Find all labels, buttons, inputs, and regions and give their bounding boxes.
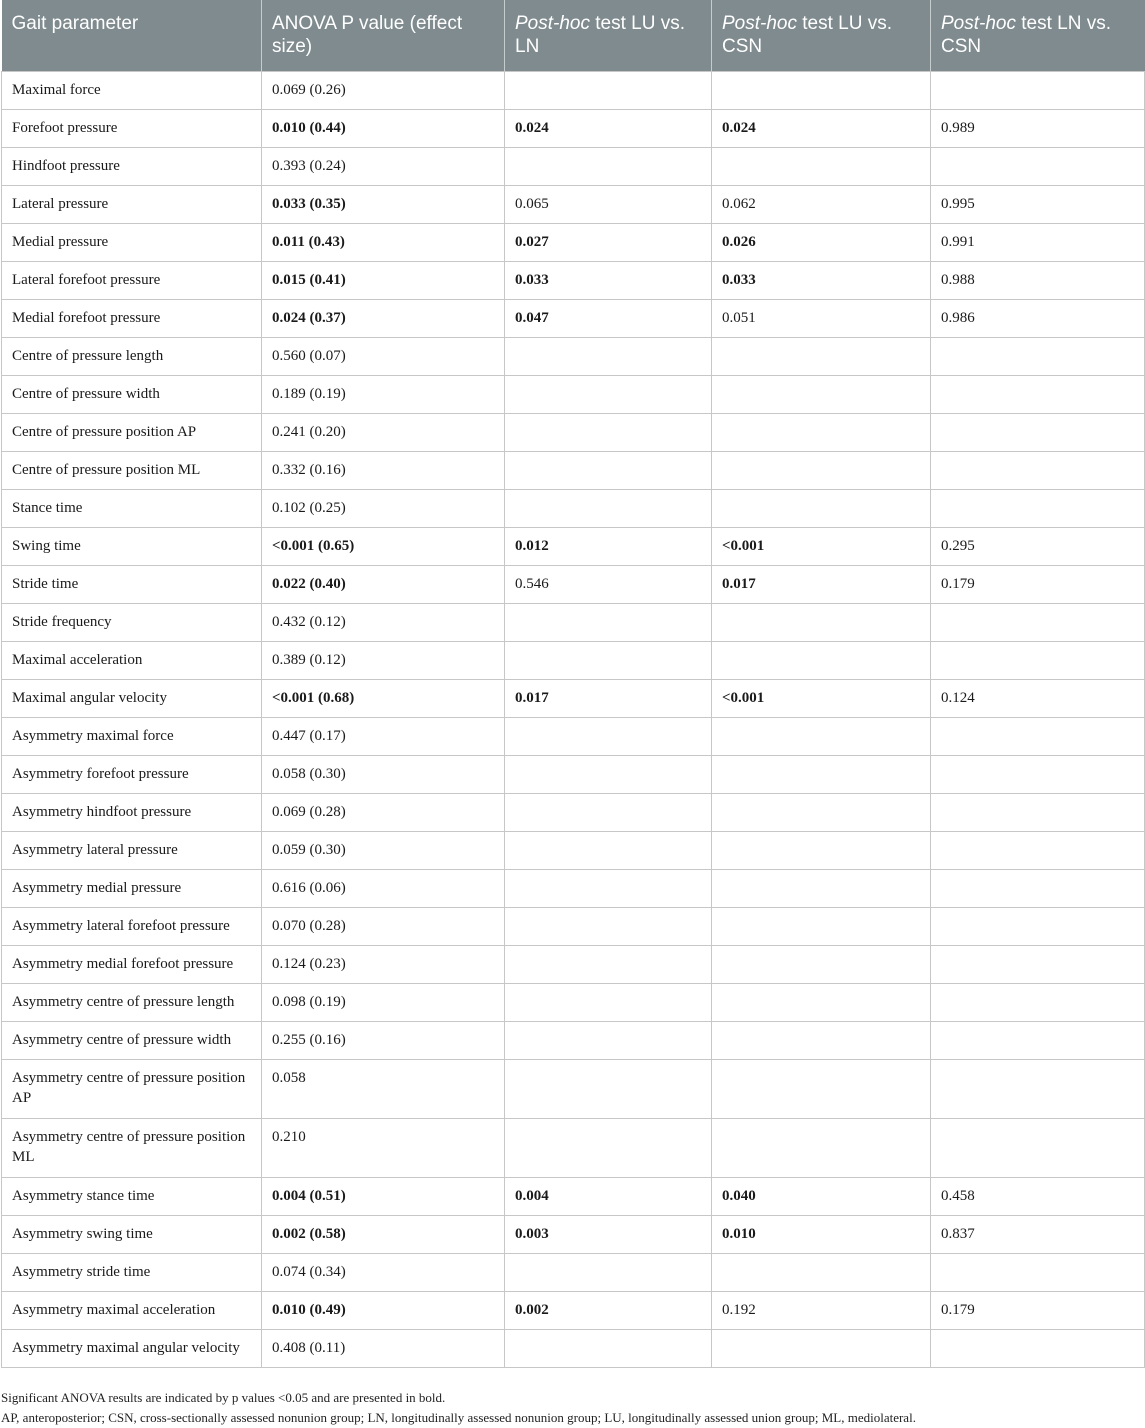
- posthoc-lu-ln-cell: 0.017: [505, 679, 712, 717]
- posthoc-lu-ln-cell: [505, 337, 712, 375]
- anova-cell: 0.102 (0.25): [262, 489, 505, 527]
- posthoc-lu-csn-cell: [712, 413, 931, 451]
- table-row: [2, 755, 1145, 793]
- posthoc-lu-ln-cell: [505, 717, 712, 755]
- header-cell: Gait parameter: [2, 0, 262, 71]
- gait-parameter-cell: Stance time: [2, 489, 262, 527]
- posthoc-ln-csn-cell: [931, 1329, 1145, 1367]
- posthoc-lu-ln-cell: 0.012: [505, 527, 712, 565]
- posthoc-lu-csn-cell: 0.026: [712, 223, 931, 261]
- posthoc-lu-ln-cell: [505, 375, 712, 413]
- gait-parameter-table: [1, 0, 1145, 1368]
- header-cell: Post-hoc test LN vs. CSN: [931, 0, 1145, 71]
- gait-parameter-cell: Medial forefoot pressure: [2, 299, 262, 337]
- table-row: [2, 1118, 1145, 1177]
- posthoc-lu-csn-cell: 0.040: [712, 1177, 931, 1215]
- posthoc-ln-csn-cell: [931, 413, 1145, 451]
- posthoc-lu-csn-cell: [712, 1059, 931, 1118]
- gait-parameter-cell: Maximal force: [2, 71, 262, 109]
- anova-cell: 0.004 (0.51): [262, 1177, 505, 1215]
- posthoc-lu-ln-cell: 0.047: [505, 299, 712, 337]
- header-cell: ANOVA P value (effect size): [262, 0, 505, 71]
- table-row: [2, 223, 1145, 261]
- posthoc-lu-ln-cell: [505, 603, 712, 641]
- gait-parameter-cell: Asymmetry centre of pressure position AP: [2, 1059, 262, 1118]
- posthoc-ln-csn-cell: [931, 451, 1145, 489]
- posthoc-lu-csn-cell: [712, 869, 931, 907]
- table-row: [2, 945, 1145, 983]
- gait-parameter-cell: Hindfoot pressure: [2, 147, 262, 185]
- table-row: [2, 831, 1145, 869]
- posthoc-lu-csn-cell: 0.010: [712, 1215, 931, 1253]
- anova-cell: 0.058 (0.30): [262, 755, 505, 793]
- gait-parameter-cell: Lateral forefoot pressure: [2, 261, 262, 299]
- anova-cell: 0.010 (0.49): [262, 1291, 505, 1329]
- gait-parameter-cell: Centre of pressure length: [2, 337, 262, 375]
- anova-cell: 0.560 (0.07): [262, 337, 505, 375]
- posthoc-lu-ln-cell: [505, 641, 712, 679]
- posthoc-lu-csn-cell: [712, 451, 931, 489]
- anova-cell: 0.098 (0.19): [262, 983, 505, 1021]
- table-row: [2, 869, 1145, 907]
- posthoc-ln-csn-cell: 0.837: [931, 1215, 1145, 1253]
- gait-parameter-cell: Asymmetry maximal acceleration: [2, 1291, 262, 1329]
- posthoc-ln-csn-cell: [931, 869, 1145, 907]
- gait-parameter-cell: Medial pressure: [2, 223, 262, 261]
- table-row: [2, 451, 1145, 489]
- anova-cell: 0.447 (0.17): [262, 717, 505, 755]
- footnote-abbreviations: AP, anteroposterior; CSN, cross-sectionally assessed nonunion group; LN, longitudinally assessed nonunion group; LU, longitudinally assessed union group; ML, mediolateral.: [1, 1410, 916, 1425]
- gait-parameter-cell: Centre of pressure position ML: [2, 451, 262, 489]
- table-row: [2, 375, 1145, 413]
- gait-parameter-cell: Forefoot pressure: [2, 109, 262, 147]
- anova-cell: 0.069 (0.28): [262, 793, 505, 831]
- posthoc-lu-ln-cell: [505, 945, 712, 983]
- posthoc-lu-csn-cell: 0.017: [712, 565, 931, 603]
- anova-cell: 0.124 (0.23): [262, 945, 505, 983]
- table-row: [2, 109, 1145, 147]
- gait-parameter-cell: Swing time: [2, 527, 262, 565]
- posthoc-lu-csn-cell: [712, 375, 931, 413]
- posthoc-lu-ln-cell: [505, 793, 712, 831]
- posthoc-lu-ln-cell: [505, 755, 712, 793]
- table-row: [2, 489, 1145, 527]
- table-row: [2, 1059, 1145, 1118]
- table-row: [2, 793, 1145, 831]
- posthoc-lu-csn-cell: [712, 755, 931, 793]
- table-row: [2, 679, 1145, 717]
- posthoc-lu-csn-cell: 0.051: [712, 299, 931, 337]
- gait-parameter-cell: Asymmetry stance time: [2, 1177, 262, 1215]
- posthoc-lu-ln-cell: [505, 1118, 712, 1177]
- table-row: [2, 1021, 1145, 1059]
- posthoc-ln-csn-cell: [931, 71, 1145, 109]
- anova-cell: 0.010 (0.44): [262, 109, 505, 147]
- posthoc-ln-csn-cell: 0.988: [931, 261, 1145, 299]
- posthoc-lu-csn-cell: 0.192: [712, 1291, 931, 1329]
- posthoc-ln-csn-cell: [931, 1253, 1145, 1291]
- table-header: [2, 0, 1145, 71]
- posthoc-ln-csn-cell: [931, 831, 1145, 869]
- posthoc-lu-ln-cell: [505, 831, 712, 869]
- gait-parameter-cell: Asymmetry medial pressure: [2, 869, 262, 907]
- gait-parameter-cell: Asymmetry medial forefoot pressure: [2, 945, 262, 983]
- anova-cell: 0.074 (0.34): [262, 1253, 505, 1291]
- posthoc-ln-csn-cell: [931, 983, 1145, 1021]
- gait-parameter-cell: Asymmetry stride time: [2, 1253, 262, 1291]
- posthoc-ln-csn-cell: 0.991: [931, 223, 1145, 261]
- posthoc-lu-ln-cell: 0.002: [505, 1291, 712, 1329]
- posthoc-lu-ln-cell: [505, 71, 712, 109]
- gait-parameter-cell: Maximal angular velocity: [2, 679, 262, 717]
- table-row: [2, 1291, 1145, 1329]
- posthoc-lu-csn-cell: [712, 337, 931, 375]
- posthoc-ln-csn-cell: [931, 755, 1145, 793]
- posthoc-ln-csn-cell: [931, 717, 1145, 755]
- posthoc-lu-csn-cell: 0.033: [712, 261, 931, 299]
- posthoc-lu-ln-cell: [505, 907, 712, 945]
- posthoc-ln-csn-cell: [931, 603, 1145, 641]
- gait-parameter-cell: Lateral pressure: [2, 185, 262, 223]
- gait-parameter-cell: Asymmetry forefoot pressure: [2, 755, 262, 793]
- posthoc-ln-csn-cell: 0.295: [931, 527, 1145, 565]
- posthoc-ln-csn-cell: [931, 945, 1145, 983]
- anova-cell: 0.189 (0.19): [262, 375, 505, 413]
- table-row: [2, 717, 1145, 755]
- anova-cell: 0.002 (0.58): [262, 1215, 505, 1253]
- posthoc-lu-csn-cell: [712, 907, 931, 945]
- gait-parameter-cell: Asymmetry centre of pressure width: [2, 1021, 262, 1059]
- posthoc-ln-csn-cell: 0.179: [931, 565, 1145, 603]
- anova-cell: 0.255 (0.16): [262, 1021, 505, 1059]
- table-row: [2, 299, 1145, 337]
- table-row: [2, 185, 1145, 223]
- table-row: [2, 261, 1145, 299]
- table-row: [2, 147, 1145, 185]
- posthoc-ln-csn-cell: [931, 1118, 1145, 1177]
- anova-cell: 0.022 (0.40): [262, 565, 505, 603]
- posthoc-lu-ln-cell: [505, 489, 712, 527]
- posthoc-lu-csn-cell: [712, 717, 931, 755]
- posthoc-lu-ln-cell: 0.546: [505, 565, 712, 603]
- gait-parameter-cell: Asymmetry lateral forefoot pressure: [2, 907, 262, 945]
- anova-cell: 0.024 (0.37): [262, 299, 505, 337]
- posthoc-lu-ln-cell: 0.024: [505, 109, 712, 147]
- posthoc-lu-ln-cell: [505, 983, 712, 1021]
- anova-cell: 0.015 (0.41): [262, 261, 505, 299]
- posthoc-lu-ln-cell: [505, 147, 712, 185]
- table-body: [2, 71, 1145, 1367]
- gait-parameter-cell: Asymmetry lateral pressure: [2, 831, 262, 869]
- gait-parameter-cell: Asymmetry maximal force: [2, 717, 262, 755]
- anova-cell: 0.616 (0.06): [262, 869, 505, 907]
- anova-cell: 0.058: [262, 1059, 505, 1118]
- posthoc-ln-csn-cell: [931, 375, 1145, 413]
- posthoc-lu-csn-cell: [712, 641, 931, 679]
- posthoc-lu-csn-cell: [712, 793, 931, 831]
- gait-parameter-cell: Asymmetry maximal angular velocity: [2, 1329, 262, 1367]
- anova-cell: 0.059 (0.30): [262, 831, 505, 869]
- table-row: [2, 1215, 1145, 1253]
- posthoc-ln-csn-cell: [931, 337, 1145, 375]
- posthoc-lu-csn-cell: <0.001: [712, 527, 931, 565]
- posthoc-lu-csn-cell: [712, 489, 931, 527]
- posthoc-ln-csn-cell: 0.124: [931, 679, 1145, 717]
- table-row: [2, 527, 1145, 565]
- posthoc-lu-csn-cell: [712, 603, 931, 641]
- header-cell: Post-hoc test LU vs. LN: [505, 0, 712, 71]
- posthoc-lu-csn-cell: [712, 1021, 931, 1059]
- posthoc-lu-ln-cell: 0.003: [505, 1215, 712, 1253]
- posthoc-ln-csn-cell: 0.989: [931, 109, 1145, 147]
- gait-parameter-cell: Asymmetry centre of pressure length: [2, 983, 262, 1021]
- posthoc-ln-csn-cell: [931, 1059, 1145, 1118]
- table-row: [2, 1253, 1145, 1291]
- posthoc-lu-ln-cell: 0.033: [505, 261, 712, 299]
- header-italic: Post-hoc: [515, 13, 590, 34]
- posthoc-lu-csn-cell: [712, 1329, 931, 1367]
- posthoc-lu-csn-cell: 0.062: [712, 185, 931, 223]
- anova-cell: <0.001 (0.65): [262, 527, 505, 565]
- posthoc-lu-ln-cell: [505, 413, 712, 451]
- posthoc-lu-csn-cell: [712, 831, 931, 869]
- posthoc-lu-csn-cell: [712, 147, 931, 185]
- posthoc-lu-ln-cell: [505, 1021, 712, 1059]
- gait-parameter-cell: Asymmetry centre of pressure position ML: [2, 1118, 262, 1177]
- posthoc-ln-csn-cell: 0.986: [931, 299, 1145, 337]
- table-row: [2, 641, 1145, 679]
- gait-parameter-cell: Stride frequency: [2, 603, 262, 641]
- posthoc-ln-csn-cell: [931, 1021, 1145, 1059]
- gait-parameter-cell: Asymmetry hindfoot pressure: [2, 793, 262, 831]
- posthoc-ln-csn-cell: 0.179: [931, 1291, 1145, 1329]
- posthoc-ln-csn-cell: 0.458: [931, 1177, 1145, 1215]
- table-row: [2, 983, 1145, 1021]
- anova-cell: 0.069 (0.26): [262, 71, 505, 109]
- table-row: [2, 565, 1145, 603]
- anova-cell: 0.393 (0.24): [262, 147, 505, 185]
- posthoc-ln-csn-cell: [931, 489, 1145, 527]
- anova-cell: 0.389 (0.12): [262, 641, 505, 679]
- posthoc-lu-ln-cell: [505, 869, 712, 907]
- posthoc-lu-csn-cell: [712, 1118, 931, 1177]
- posthoc-lu-ln-cell: [505, 1253, 712, 1291]
- anova-cell: 0.241 (0.20): [262, 413, 505, 451]
- header-italic: Post-hoc: [941, 13, 1016, 34]
- gait-parameter-cell: Stride time: [2, 565, 262, 603]
- anova-cell: 0.011 (0.43): [262, 223, 505, 261]
- gait-parameter-cell: Centre of pressure position AP: [2, 413, 262, 451]
- anova-cell: 0.432 (0.12): [262, 603, 505, 641]
- posthoc-lu-ln-cell: [505, 451, 712, 489]
- posthoc-lu-ln-cell: [505, 1059, 712, 1118]
- posthoc-lu-ln-cell: 0.027: [505, 223, 712, 261]
- posthoc-lu-csn-cell: 0.024: [712, 109, 931, 147]
- posthoc-lu-csn-cell: [712, 1253, 931, 1291]
- posthoc-ln-csn-cell: [931, 793, 1145, 831]
- posthoc-ln-csn-cell: [931, 147, 1145, 185]
- posthoc-lu-ln-cell: [505, 1329, 712, 1367]
- posthoc-ln-csn-cell: 0.995: [931, 185, 1145, 223]
- header-italic: Post-hoc: [722, 13, 797, 34]
- posthoc-lu-csn-cell: [712, 983, 931, 1021]
- posthoc-ln-csn-cell: [931, 641, 1145, 679]
- posthoc-ln-csn-cell: [931, 907, 1145, 945]
- gait-parameter-cell: Maximal acceleration: [2, 641, 262, 679]
- posthoc-lu-csn-cell: [712, 71, 931, 109]
- anova-cell: 0.070 (0.28): [262, 907, 505, 945]
- table-row: [2, 1177, 1145, 1215]
- table-row: [2, 907, 1145, 945]
- anova-cell: <0.001 (0.68): [262, 679, 505, 717]
- table-row: [2, 337, 1145, 375]
- posthoc-lu-ln-cell: 0.065: [505, 185, 712, 223]
- posthoc-lu-csn-cell: <0.001: [712, 679, 931, 717]
- posthoc-lu-ln-cell: 0.004: [505, 1177, 712, 1215]
- table-row: [2, 603, 1145, 641]
- anova-cell: 0.210: [262, 1118, 505, 1177]
- header-row: [2, 0, 1145, 71]
- gait-parameter-cell: Asymmetry swing time: [2, 1215, 262, 1253]
- posthoc-lu-csn-cell: [712, 945, 931, 983]
- table-row: [2, 413, 1145, 451]
- gait-parameter-cell: Centre of pressure width: [2, 375, 262, 413]
- header-cell: Post-hoc test LU vs. CSN: [712, 0, 931, 71]
- anova-cell: 0.332 (0.16): [262, 451, 505, 489]
- table-row: [2, 1329, 1145, 1367]
- table-row: [2, 71, 1145, 109]
- anova-cell: 0.033 (0.35): [262, 185, 505, 223]
- anova-cell: 0.408 (0.11): [262, 1329, 505, 1367]
- footnote-significance: Significant ANOVA results are indicated by p values <0.05 and are presented in bold.: [1, 1390, 446, 1405]
